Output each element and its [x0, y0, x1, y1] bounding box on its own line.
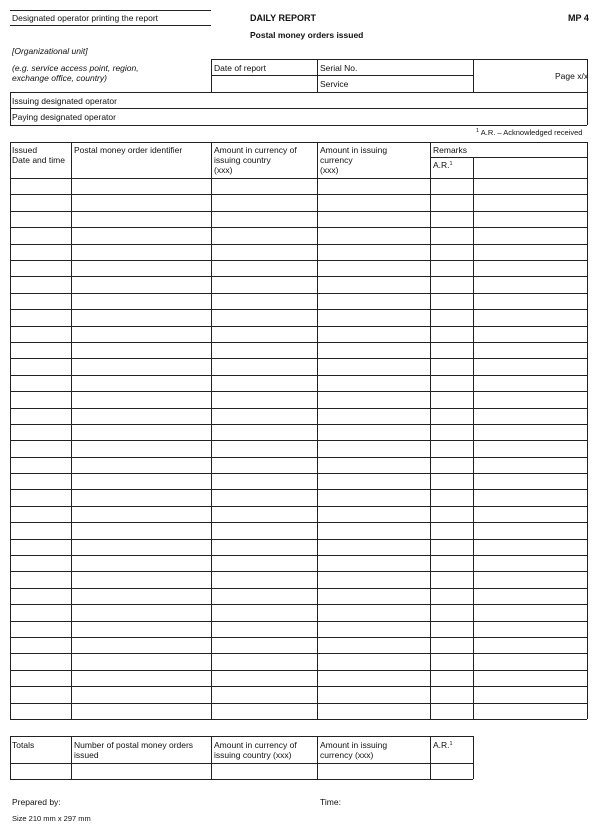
- table-row: [10, 309, 587, 310]
- col-remarks-label: Remarks: [433, 145, 468, 155]
- table-row: [10, 408, 587, 409]
- totals-amount-issuing-label: Amount in issuing currency (xxx): [320, 740, 388, 760]
- totals-count-label: Number of postal money orders issued: [74, 740, 194, 760]
- table-row: [10, 473, 587, 474]
- totals-label: Totals: [12, 740, 35, 750]
- table-row: [10, 276, 587, 277]
- table-row: [10, 440, 587, 441]
- size-note: Size 210 mm x 297 mm: [12, 814, 91, 823]
- table-row: [10, 293, 587, 294]
- table-row: [10, 227, 587, 228]
- report-title: DAILY REPORT: [250, 13, 317, 23]
- col-amount-country-label: Amount in currency of issuing country (xxx): [214, 145, 297, 175]
- table-row: [10, 342, 587, 343]
- col-ar-label: A.R.$^1$: [433, 160, 453, 170]
- header-top-rule: [10, 10, 211, 11]
- table-row: [10, 391, 587, 392]
- serial-no-label: Serial No.: [320, 63, 358, 73]
- table-row: [10, 506, 587, 507]
- prepared-by-label: Prepared by:: [12, 797, 61, 807]
- org-unit-hint-2: exchange office, country): [12, 73, 107, 83]
- table-row: [10, 457, 587, 458]
- totals-ar-label: A.R.$^1$: [433, 740, 453, 750]
- table-row: [10, 604, 587, 605]
- table-row: [10, 686, 587, 687]
- org-unit-label: [Organizational unit]: [12, 46, 88, 56]
- issuing-operator-label: Issuing designated operator: [12, 96, 117, 106]
- paying-operator-label: Paying designated operator: [12, 112, 116, 122]
- form-code: MP 4: [568, 13, 589, 23]
- table-row: [10, 358, 587, 359]
- totals-amount-country-label: Amount in currency of issuing country (xxx): [214, 740, 297, 760]
- service-label: Service: [320, 79, 349, 89]
- table-row: [10, 244, 587, 245]
- report-subtitle: Postal money orders issued: [250, 30, 364, 40]
- table-row: [10, 424, 587, 425]
- header-bottom-rule: [10, 25, 211, 26]
- date-of-report-label: Date of report: [214, 63, 266, 73]
- org-unit-hint-1: (e.g. service access point, region,: [12, 63, 139, 73]
- table-row: [10, 588, 587, 589]
- table-row: [10, 539, 587, 540]
- table-row: [10, 489, 587, 490]
- table-row: [10, 522, 587, 523]
- table-row: [10, 260, 587, 261]
- footnote: $^1$ A.R. – Acknowledged received: [476, 128, 583, 137]
- table-row: [10, 637, 587, 638]
- table-row: [10, 703, 587, 704]
- col-amount-issuing-label: Amount in issuing currency (xxx): [320, 145, 388, 175]
- table-row: [10, 178, 587, 179]
- table-row: [10, 194, 587, 195]
- table-row: [10, 670, 587, 671]
- table-row: [10, 326, 587, 327]
- page-label: Page x/x: [555, 71, 589, 81]
- table-row: [10, 571, 587, 572]
- time-label: Time:: [320, 797, 341, 807]
- table-row: [10, 211, 587, 212]
- table-row: [10, 555, 587, 556]
- table-row: [10, 621, 587, 622]
- table-row: [10, 375, 587, 376]
- table-row: [10, 653, 587, 654]
- col-issued-label: Issued Date and time: [12, 145, 65, 165]
- printing-operator-label: Designated operator printing the report: [12, 13, 159, 23]
- col-identifier-label: Postal money order identifier: [74, 145, 183, 155]
